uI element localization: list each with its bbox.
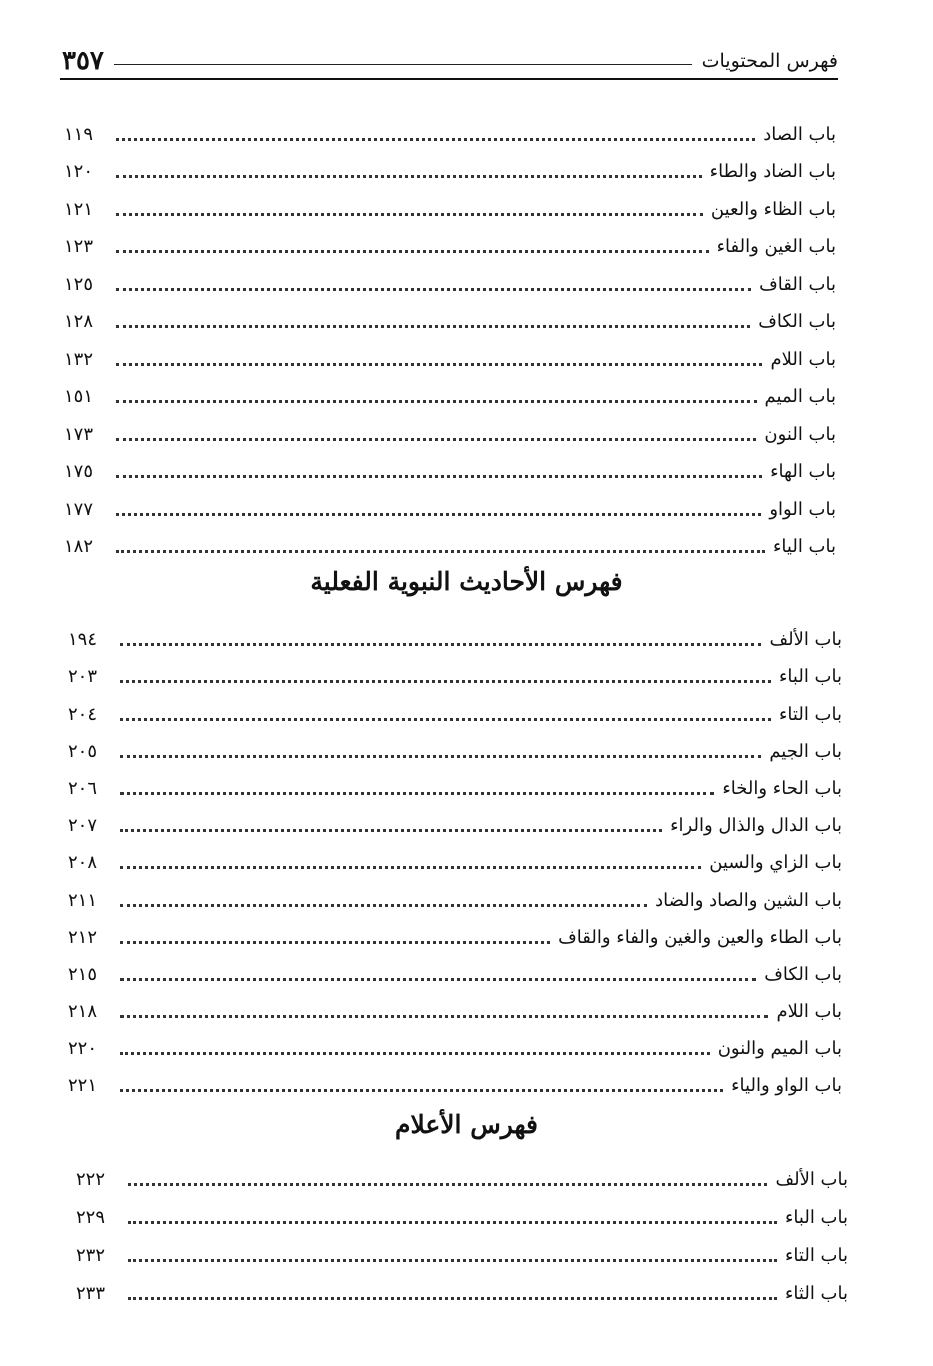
page-number: ٣٥٧ bbox=[62, 46, 104, 76]
toc-entry-label: باب اللام bbox=[770, 348, 836, 370]
toc-entry-label: باب الهاء bbox=[770, 461, 836, 482]
toc-entry-label: باب الزاي والسين bbox=[709, 852, 842, 874]
toc-entry-page: ٢٠٥ bbox=[68, 740, 98, 762]
toc-entry bbox=[68, 612, 842, 649]
toc-entry-page: ١٥١ bbox=[64, 386, 94, 407]
toc-entry bbox=[64, 406, 836, 444]
toc-entry-label: باب الشين والصاد والضاد bbox=[655, 889, 842, 911]
dot-leader bbox=[120, 680, 771, 683]
page-header bbox=[62, 38, 838, 78]
toc-entry-page: ٢٣٢ bbox=[76, 1245, 106, 1266]
toc-list-aalam bbox=[76, 1151, 848, 1303]
toc-entry bbox=[68, 761, 842, 798]
toc-entry-label: باب القاف bbox=[759, 273, 836, 295]
dot-leader bbox=[116, 325, 750, 328]
toc-entry-label: باب الجيم bbox=[769, 740, 842, 762]
toc-entry bbox=[68, 910, 842, 947]
toc-entry bbox=[64, 144, 836, 182]
toc-entry-label: باب التاء bbox=[784, 1245, 848, 1266]
toc-entry-label: باب الغين والفاء bbox=[716, 236, 836, 257]
toc-entry-label: باب الدال والذال والراء bbox=[670, 815, 842, 837]
dot-leader bbox=[120, 1015, 768, 1018]
toc-entry-page: ٢٠٦ bbox=[68, 777, 98, 799]
header-rule bbox=[60, 78, 838, 80]
toc-entry-page: ٢٣٣ bbox=[76, 1283, 106, 1304]
toc-entry bbox=[68, 1058, 842, 1095]
toc-entry-page: ١١٩ bbox=[64, 123, 94, 145]
toc-entry-page: ١٩٤ bbox=[68, 629, 98, 651]
toc-list-hadith bbox=[68, 612, 842, 1095]
toc-entry bbox=[68, 798, 842, 835]
toc-entry-page: ١٢٥ bbox=[64, 273, 94, 295]
toc-entry-label: باب الثاء bbox=[784, 1283, 848, 1304]
toc-entry bbox=[64, 106, 836, 144]
dot-leader bbox=[120, 978, 756, 981]
dot-leader bbox=[120, 829, 662, 832]
toc-entry-page: ١٢٨ bbox=[64, 311, 94, 332]
toc-entry-page: ١٣٢ bbox=[64, 348, 94, 370]
dot-leader bbox=[116, 363, 762, 366]
toc-entry-page: ٢٠٣ bbox=[68, 666, 98, 688]
toc-entry-page: ٢٢١ bbox=[68, 1075, 98, 1097]
header-leader-line bbox=[114, 64, 692, 65]
toc-entry-label: باب الكاف bbox=[764, 963, 842, 985]
toc-entry bbox=[64, 444, 836, 482]
toc-entry bbox=[64, 181, 836, 219]
toc-entry bbox=[68, 872, 842, 909]
toc-entry-label: باب الألف bbox=[769, 629, 842, 651]
toc-entry-label: باب الواو والياء bbox=[731, 1075, 842, 1097]
toc-entry-label: باب الحاء والخاء bbox=[722, 777, 842, 799]
dot-leader bbox=[120, 643, 761, 646]
dot-leader bbox=[116, 475, 762, 478]
dot-leader bbox=[120, 904, 647, 907]
toc-entry bbox=[76, 1151, 848, 1189]
toc-entry-page: ١٨٢ bbox=[64, 536, 94, 557]
toc-entry-label: باب الباء bbox=[778, 666, 842, 688]
toc-entry bbox=[68, 724, 842, 761]
toc-entry-page: ٢٢٩ bbox=[76, 1207, 106, 1228]
toc-entry-page: ١٧٣ bbox=[64, 423, 94, 445]
toc-entry-page: ٢١٥ bbox=[68, 963, 98, 985]
toc-entry bbox=[64, 519, 836, 557]
toc-entry-page: ٢٠٧ bbox=[68, 815, 98, 837]
section-title-aalam: فهرس الأعلام bbox=[394, 1110, 538, 1139]
toc-entry-label: باب النون bbox=[764, 423, 836, 445]
dot-leader bbox=[116, 138, 755, 141]
section-title-hadith: فهرس الأحاديث النبوية الفعلية bbox=[310, 567, 623, 596]
dot-leader bbox=[120, 792, 714, 795]
toc-entry-label: باب الياء bbox=[772, 536, 836, 557]
toc-entry bbox=[64, 294, 836, 332]
toc-entry bbox=[64, 369, 836, 407]
toc-entry-page: ٢١٨ bbox=[68, 1001, 98, 1023]
dot-leader bbox=[120, 866, 701, 869]
toc-entry-page: ٢٠٤ bbox=[68, 703, 98, 725]
toc-entry bbox=[68, 686, 842, 723]
toc-list-1 bbox=[64, 106, 836, 556]
toc-entry-page: ٢٢٠ bbox=[68, 1038, 98, 1060]
dot-leader bbox=[116, 213, 703, 216]
dot-leader bbox=[116, 175, 702, 178]
toc-entry bbox=[64, 256, 836, 294]
dot-leader bbox=[116, 288, 751, 291]
dot-leader bbox=[120, 1089, 723, 1092]
toc-entry-page: ٢٠٨ bbox=[68, 852, 98, 874]
toc-entry bbox=[68, 835, 842, 872]
toc-entry-page: ١٢٣ bbox=[64, 236, 94, 257]
toc-entry bbox=[68, 984, 842, 1021]
toc-entry bbox=[64, 481, 836, 519]
toc-entry-label: باب الميم bbox=[764, 386, 836, 407]
toc-entry-label: باب الواو bbox=[769, 498, 836, 520]
dot-leader bbox=[116, 400, 757, 403]
toc-entry bbox=[68, 649, 842, 686]
dot-leader bbox=[120, 755, 761, 758]
dot-leader bbox=[120, 718, 771, 721]
dot-leader bbox=[116, 550, 765, 553]
dot-leader bbox=[116, 438, 756, 441]
dot-leader bbox=[116, 250, 709, 253]
dot-leader bbox=[120, 941, 550, 944]
toc-entry-page: ١٧٧ bbox=[64, 498, 94, 520]
running-title: فهرس المحتويات bbox=[701, 50, 838, 72]
toc-entry-label: باب الميم والنون bbox=[717, 1038, 842, 1060]
toc-entry bbox=[64, 331, 836, 369]
toc-entry-label: باب الصاد bbox=[763, 123, 836, 145]
toc-entry-page: ٢٢٢ bbox=[76, 1169, 106, 1190]
dot-leader bbox=[128, 1297, 777, 1300]
toc-entry-page: ٢١٢ bbox=[68, 926, 98, 948]
dot-leader bbox=[116, 513, 761, 516]
dot-leader bbox=[128, 1221, 777, 1224]
toc-entry-page: ١٧٥ bbox=[64, 461, 94, 482]
toc-entry-label: باب الضاد والطاء bbox=[709, 161, 836, 182]
toc-entry-page: ١٢١ bbox=[64, 198, 94, 220]
dot-leader bbox=[128, 1259, 777, 1262]
toc-entry-label: باب اللام bbox=[776, 1001, 842, 1023]
toc-entry-label: باب الألف bbox=[775, 1169, 848, 1190]
toc-entry-page: ١٢٠ bbox=[64, 161, 94, 182]
toc-entry bbox=[76, 1189, 848, 1227]
toc-entry-label: باب الكاف bbox=[758, 311, 836, 332]
toc-entry-label: باب الظاء والعين bbox=[710, 198, 836, 220]
toc-entry-label: باب الباء bbox=[784, 1207, 848, 1228]
dot-leader bbox=[128, 1183, 767, 1186]
toc-entry bbox=[76, 1265, 848, 1303]
toc-entry bbox=[68, 947, 842, 984]
toc-entry-label: باب التاء bbox=[778, 703, 842, 725]
toc-entry-page: ٢١١ bbox=[68, 889, 98, 911]
toc-entry bbox=[76, 1227, 848, 1265]
toc-entry bbox=[64, 219, 836, 257]
toc-entry-label: باب الطاء والعين والغين والفاء والقاف bbox=[558, 926, 842, 948]
toc-entry bbox=[68, 1021, 842, 1058]
dot-leader bbox=[120, 1052, 710, 1055]
